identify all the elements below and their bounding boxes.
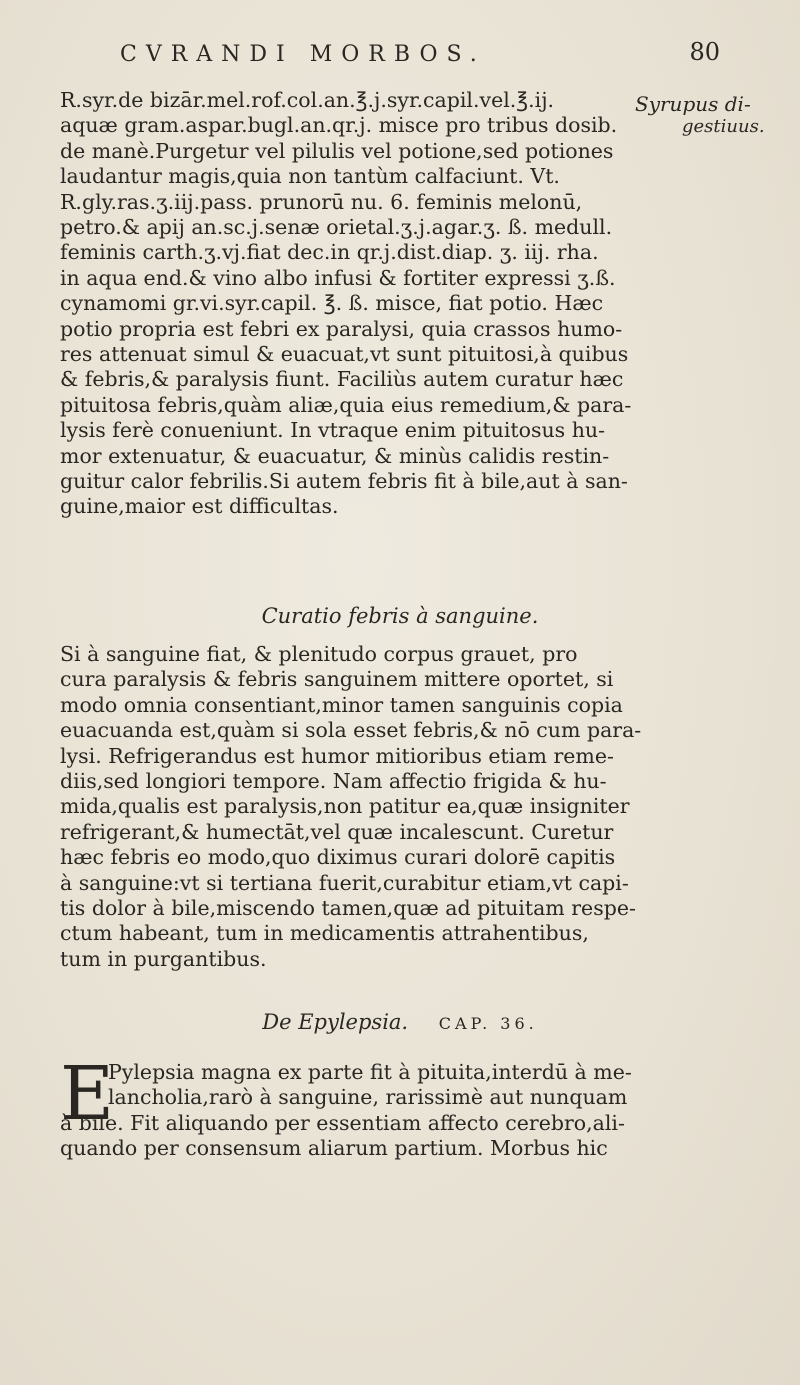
text-line: mida,qualis est paralysis,non patitur ea,quæ insigniter	[60, 794, 630, 819]
text-line: modo omnia consentiant,minor tamen sanguinis copia	[60, 692, 623, 717]
drop-cap: E	[60, 1051, 115, 1137]
text-line: à bile. Fit aliquando per essentiam affecto cerebro,ali-	[60, 1110, 625, 1135]
text-line: in aqua end.& vino albo infusi & fortiter expressi ʒ.ß.	[60, 265, 616, 290]
text-line: ctum habeant, tum in medicamentis attrahentibus,	[60, 921, 589, 946]
text-line: diis,sed longiori tempore. Nam affectio frigida & hu-	[60, 769, 607, 794]
text-line: R.gly.ras.ʒ.iij.pass. prunorū nu. 6. feminis melonū,	[60, 189, 583, 214]
paragraph-2	[60, 190, 740, 520]
text-line: quando per consensum aliarum partium. Morbus hic	[60, 1136, 608, 1161]
text-line: lancholia,rarò à sanguine, rarissimè aut nunquam	[108, 1085, 628, 1110]
text-line: & febris,& paralysis fiunt. Faciliùs autem curatur hæc	[60, 367, 624, 392]
text-line: cura paralysis & febris sanguinem mittere oportet, si	[60, 667, 614, 692]
paragraph-4-indented	[108, 1060, 738, 1111]
text-line: euacuanda est,quàm si sola esset febris,& nō cum para-	[60, 718, 642, 743]
text-line: res attenuat simul & euacuat,vt sunt pituitosi,à quibus	[60, 342, 629, 367]
paragraph-1	[60, 88, 630, 190]
paragraph-4	[60, 1111, 740, 1162]
text-line: laudantur magis,quia non tantùm calfaciunt. Vt.	[60, 164, 560, 189]
text-line: refrigerant,& humectāt,vel quæ incalescunt. Curetur	[60, 819, 614, 844]
text-line: guine,maior est difficultas.	[60, 494, 339, 519]
text-line: lysi. Refrigerandus est humor mitioribus etiam reme-	[60, 743, 614, 768]
margin-note: Syrupus di-	[635, 92, 751, 116]
chapter-title: De Epylepsia.	[262, 1010, 409, 1034]
chapter-heading	[60, 1010, 740, 1034]
page-number: 80	[689, 38, 720, 66]
text-line: hæc febris eo modo,quo diximus curari dolorē capitis	[60, 845, 616, 870]
text-line: tum in purgantibus.	[60, 946, 267, 971]
text-line: cynamomi gr.vi.syr.capil. ℥. ß. misce, fiat potio. Hæc	[60, 291, 604, 316]
text-line: mor extenuatur, & euacuatur, & minùs calidis restin-	[60, 443, 610, 468]
text-line: à sanguine:vt si tertiana fuerit,curabitur etiam,vt capi-	[60, 870, 629, 895]
header-title: CVRANDI MORBOS.	[120, 42, 486, 67]
text-line: petro.& apij an.sc.j.senæ orietal.ʒ.j.agar.ʒ. ß. medull.	[60, 215, 613, 239]
text-line: lysis ferè conueniunt. In vtraque enim pituitosus hu-	[60, 418, 606, 443]
section-heading: Curatio febris à sanguine.	[261, 604, 539, 628]
margin-note: gestiuus.	[682, 116, 765, 137]
paragraph-3	[60, 642, 740, 972]
running-header	[120, 38, 720, 74]
text-line: aquæ gram.aspar.bugl.an.qr.j. misce pro tribus dosib.	[60, 113, 618, 138]
text-line: potio propria est febri ex paralysi, quia crassos humo-	[60, 316, 623, 341]
text-line: guitur calor febrilis.Si autem febris fit à bile,aut à san-	[60, 469, 628, 494]
text-line: de manè.Purgetur vel pilulis vel potione,sed potiones	[60, 138, 614, 163]
text-line: R.syr.de bizār.mel.rof.col.an.℥.j.syr.capil.vel.℥.ij.	[60, 88, 555, 112]
text-line: Pylepsia magna ex parte fit à pituita,interdū à me-	[108, 1060, 632, 1084]
chapter-number: CAP. 36.	[438, 1014, 538, 1033]
text-line: tis dolor à bile,miscendo tamen,quæ ad pituitam respe-	[60, 896, 636, 921]
text-line: Si à sanguine fiat, & plenitudo corpus grauet, pro	[60, 642, 578, 666]
text-line: pituitosa febris,quàm aliæ,quia eius remedium,& para-	[60, 392, 632, 417]
text-line: feminis carth.ʒ.vj.fiat dec.in qr.j.dist.diap. ʒ. iij. rha.	[60, 240, 599, 265]
